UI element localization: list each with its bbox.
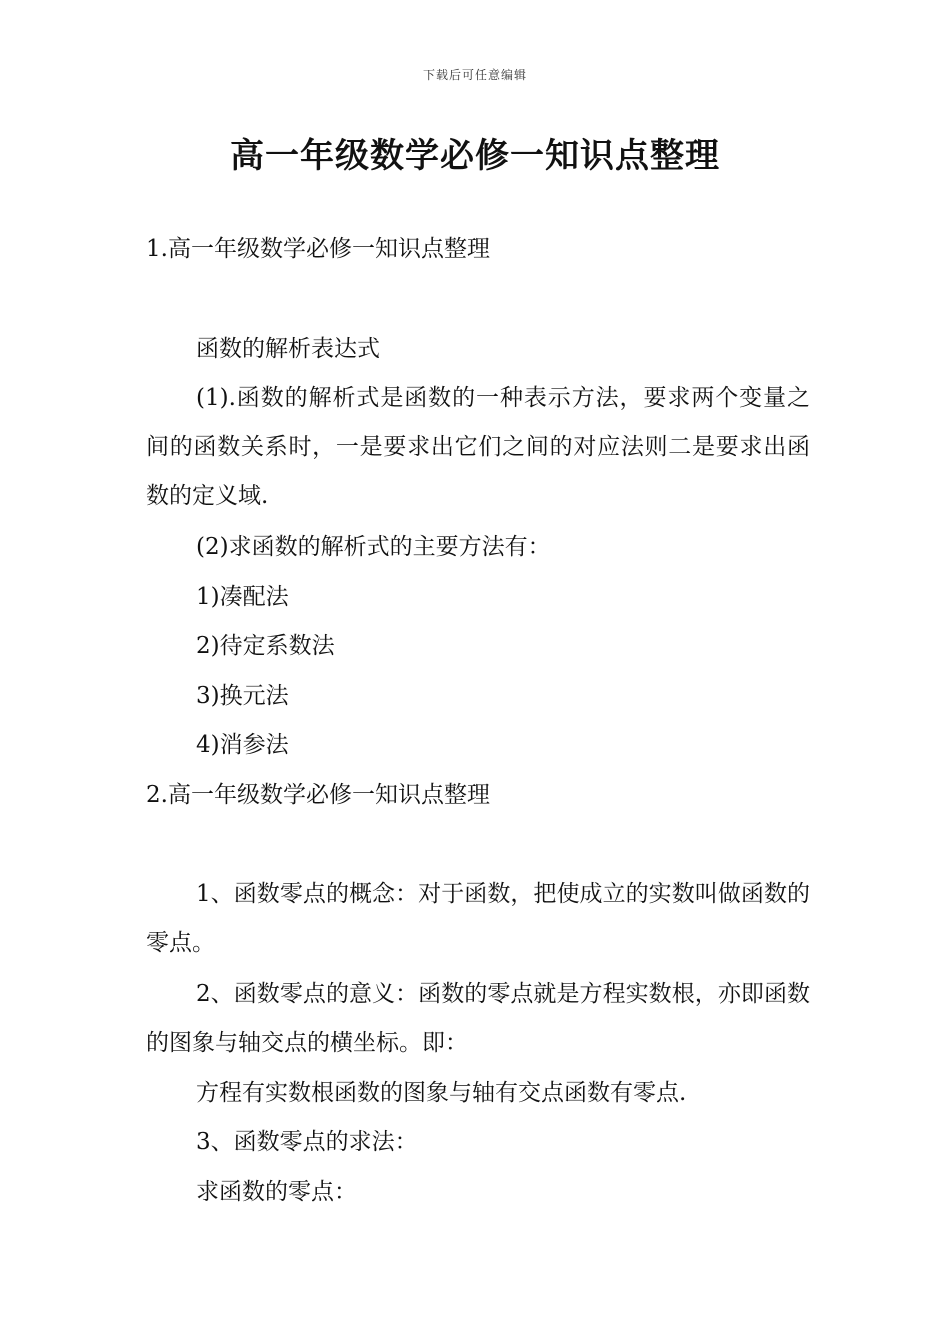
header-note: 下载后可任意编辑 — [422, 68, 527, 82]
section-1-subheading: 函数的解析表达式 — [196, 336, 380, 362]
section-2-paragraph-2: 2、函数零点的意义：函数的零点就是方程实数根，亦即函数的图象与轴交点的横坐标。即： — [146, 981, 810, 1056]
document-title: 高一年级数学必修一知识点整理 — [230, 136, 720, 176]
method-item-1: 1)凑配法 — [196, 584, 289, 610]
method-item-4: 4)消参法 — [196, 732, 289, 758]
method-item-2: 2)待定系数法 — [196, 633, 335, 659]
section-2-paragraph-4: 3、函数零点的求法： — [196, 1129, 418, 1155]
section-1-paragraph-2: (2)求函数的解析式的主要方法有： — [196, 534, 551, 560]
section-1-paragraph-1: (1).函数的解析式是函数的一种表示方法，要求两个变量之间的函数关系时，一是要求出它们之间的对应法则二是要求出函数的定义域. — [146, 385, 810, 509]
section-2-paragraph-5: 求函数的零点： — [196, 1179, 357, 1205]
section-2-paragraph-1: 1、函数零点的概念：对于函数，把使成立的实数叫做函数的零点。 — [146, 881, 810, 956]
section-1-heading: 1.高一年级数学必修一知识点整理 — [146, 236, 490, 262]
section-2-heading: 2.高一年级数学必修一知识点整理 — [146, 782, 490, 808]
method-item-3: 3)换元法 — [196, 683, 289, 709]
section-2-paragraph-3: 方程有实数根函数的图象与轴有交点函数有零点. — [196, 1080, 687, 1106]
